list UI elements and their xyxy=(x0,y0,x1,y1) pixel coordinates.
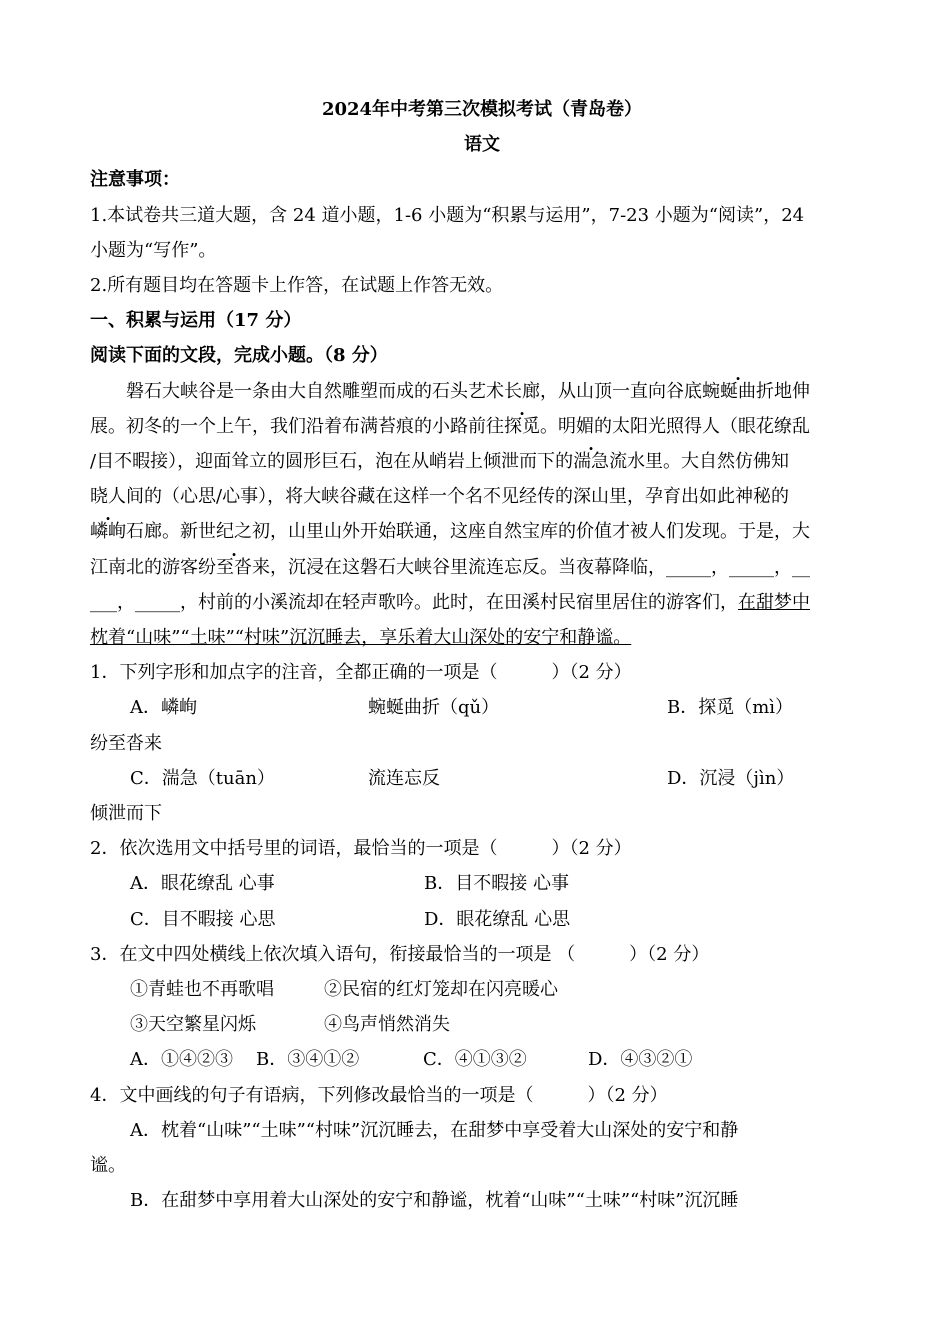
option-a: A．枕着“山味”“土味”“村味”沉沉睡去，在甜梦中享受着大山深处的安宁和静 xyxy=(130,1119,739,1141)
passage-line: 磐石大峡谷是一条由大自然雕塑而成的石头艺术长廊，从山顶一直向谷底蜿蜒曲折地伸 xyxy=(126,380,810,402)
question-1-options-row xyxy=(90,761,860,796)
option-a: A．嶙峋 xyxy=(130,697,197,719)
notice-line-1a: 1.本试卷共三道大题，含 24 道小题，1-6 小题为“积累与运用”，7-23 小题为“阅读”，24 xyxy=(90,204,805,226)
passage-line: ___，_____，村前的小溪流却在轻声歌吟。此时，在田溪村民宿里居住的游客们，在甜梦中 xyxy=(90,591,810,613)
option-a: A．①④②③ xyxy=(130,1049,233,1071)
question-1-stem: 1．下列字形和加点字的注音，全都正确的一项是（ ）（2 分） xyxy=(90,662,632,684)
sentence-1: ①青蛙也不再歌唱 xyxy=(130,979,274,1001)
notice-line-2: 2.所有题目均在答题卡上作答，在试题上作答无效。 xyxy=(90,275,504,297)
option-d: D．④③②① xyxy=(588,1049,693,1071)
notice-heading: 注意事项： xyxy=(90,169,180,191)
passage-line: 展。初冬的一个上午，我们沿着布满苔痕的小路前往探觅。明媚的太阳光照得人（眼花缭乱 xyxy=(90,415,810,437)
option-c-cont: 流连忘反 xyxy=(368,767,440,789)
notice-line-1b: 小题为“写作”。 xyxy=(90,239,217,261)
dotted-word: 嶙峋 xyxy=(90,521,126,543)
subject-title: 语文 xyxy=(464,134,500,156)
dotted-word: 探觅 xyxy=(504,415,540,437)
question-4-stem: 4．文中画线的句子有语病，下列修改最恰当的一项是（ ）（2 分） xyxy=(90,1084,668,1106)
option-c: C．湍急（tuān） xyxy=(130,767,275,789)
option-d: D．沉浸（jìn） xyxy=(667,767,795,789)
sentence-2: ②民宿的红灯笼却在闪亮暖心 xyxy=(324,979,558,1001)
passage-line: 嶙峋石廊。新世纪之初，山里山外开始联通，这座自然宝库的价值才被人们发现。于是，大 xyxy=(90,521,810,543)
option-a-wrap: 谧。 xyxy=(90,1154,126,1176)
question-3-sentences-row xyxy=(90,1007,860,1042)
option-b: B．在甜梦中享用着大山深处的安宁和静谧，枕着“山味”“土味”“村味”沉沉睡 xyxy=(130,1190,739,1212)
option-b: B．③④①② xyxy=(256,1049,360,1071)
sentence-4: ④鸟声悄然消失 xyxy=(324,1014,450,1036)
option-a-cont: 蜿蜒曲折（qǔ） xyxy=(368,697,500,719)
question-2-options-row xyxy=(90,902,860,937)
option-a: A．眼花缭乱 心事 xyxy=(130,873,275,895)
exam-page xyxy=(90,92,860,1218)
dotted-word: 湍急 xyxy=(573,451,610,473)
dotted-word: 纷至沓来 xyxy=(198,556,270,578)
underlined-sentence: 在甜梦中 xyxy=(738,591,810,613)
question-3-stem: 3．在文中四处横线上依次填入语句，衔接最恰当的一项是 （ ）（2 分） xyxy=(90,943,710,965)
option-b: B．目不暇接 心事 xyxy=(424,873,569,895)
option-c-wrap: 倾泄而下 xyxy=(90,803,162,825)
option-c: C．④①③② xyxy=(423,1049,527,1071)
question-2-options-row xyxy=(90,866,860,901)
exam-title: 2024年中考第三次模拟考试（青岛卷） xyxy=(321,99,643,120)
passage-line: 晓人间的（心思/心事），将大峡谷藏在这样一个名不见经传的深山里，孕育出如此神秘的 xyxy=(90,486,790,508)
passage-line: 江南北的游客纷至沓来，沉浸在这磐石大峡谷里流连忘反。当夜幕降临，_____，_____，__ xyxy=(90,556,810,578)
question-2-stem: 2．依次选用文中括号里的词语，最恰当的一项是（ ）（2 分） xyxy=(90,838,632,860)
passage-line: /目不暇接），迎面耸立的圆形巨石，泡在从峭岩上倾泄而下的湍急流水里。大自然仿佛知 xyxy=(90,451,790,473)
option-c: C．目不暇接 心思 xyxy=(130,908,276,930)
underlined-sentence: 枕着“山味”“土味”“村味”沉沉睡去，享乐着大山深处的安宁和静谧。 xyxy=(90,627,632,649)
option-d: D．眼花缭乱 心思 xyxy=(424,908,571,930)
question-1-options-row xyxy=(90,690,860,725)
question-3-options-row xyxy=(90,1042,860,1077)
section-heading: 一、积累与运用（17 分） xyxy=(90,310,302,332)
dotted-word: 蜿蜒曲折 xyxy=(702,380,774,402)
passage-instruction: 阅读下面的文段，完成小题。（8 分） xyxy=(90,345,388,367)
option-a-wrap: 纷至沓来 xyxy=(90,732,162,754)
option-b: B．探觅（mì） xyxy=(667,697,794,719)
sentence-3: ③天空繁星闪烁 xyxy=(130,1014,256,1036)
question-3-sentences-row xyxy=(90,972,860,1007)
